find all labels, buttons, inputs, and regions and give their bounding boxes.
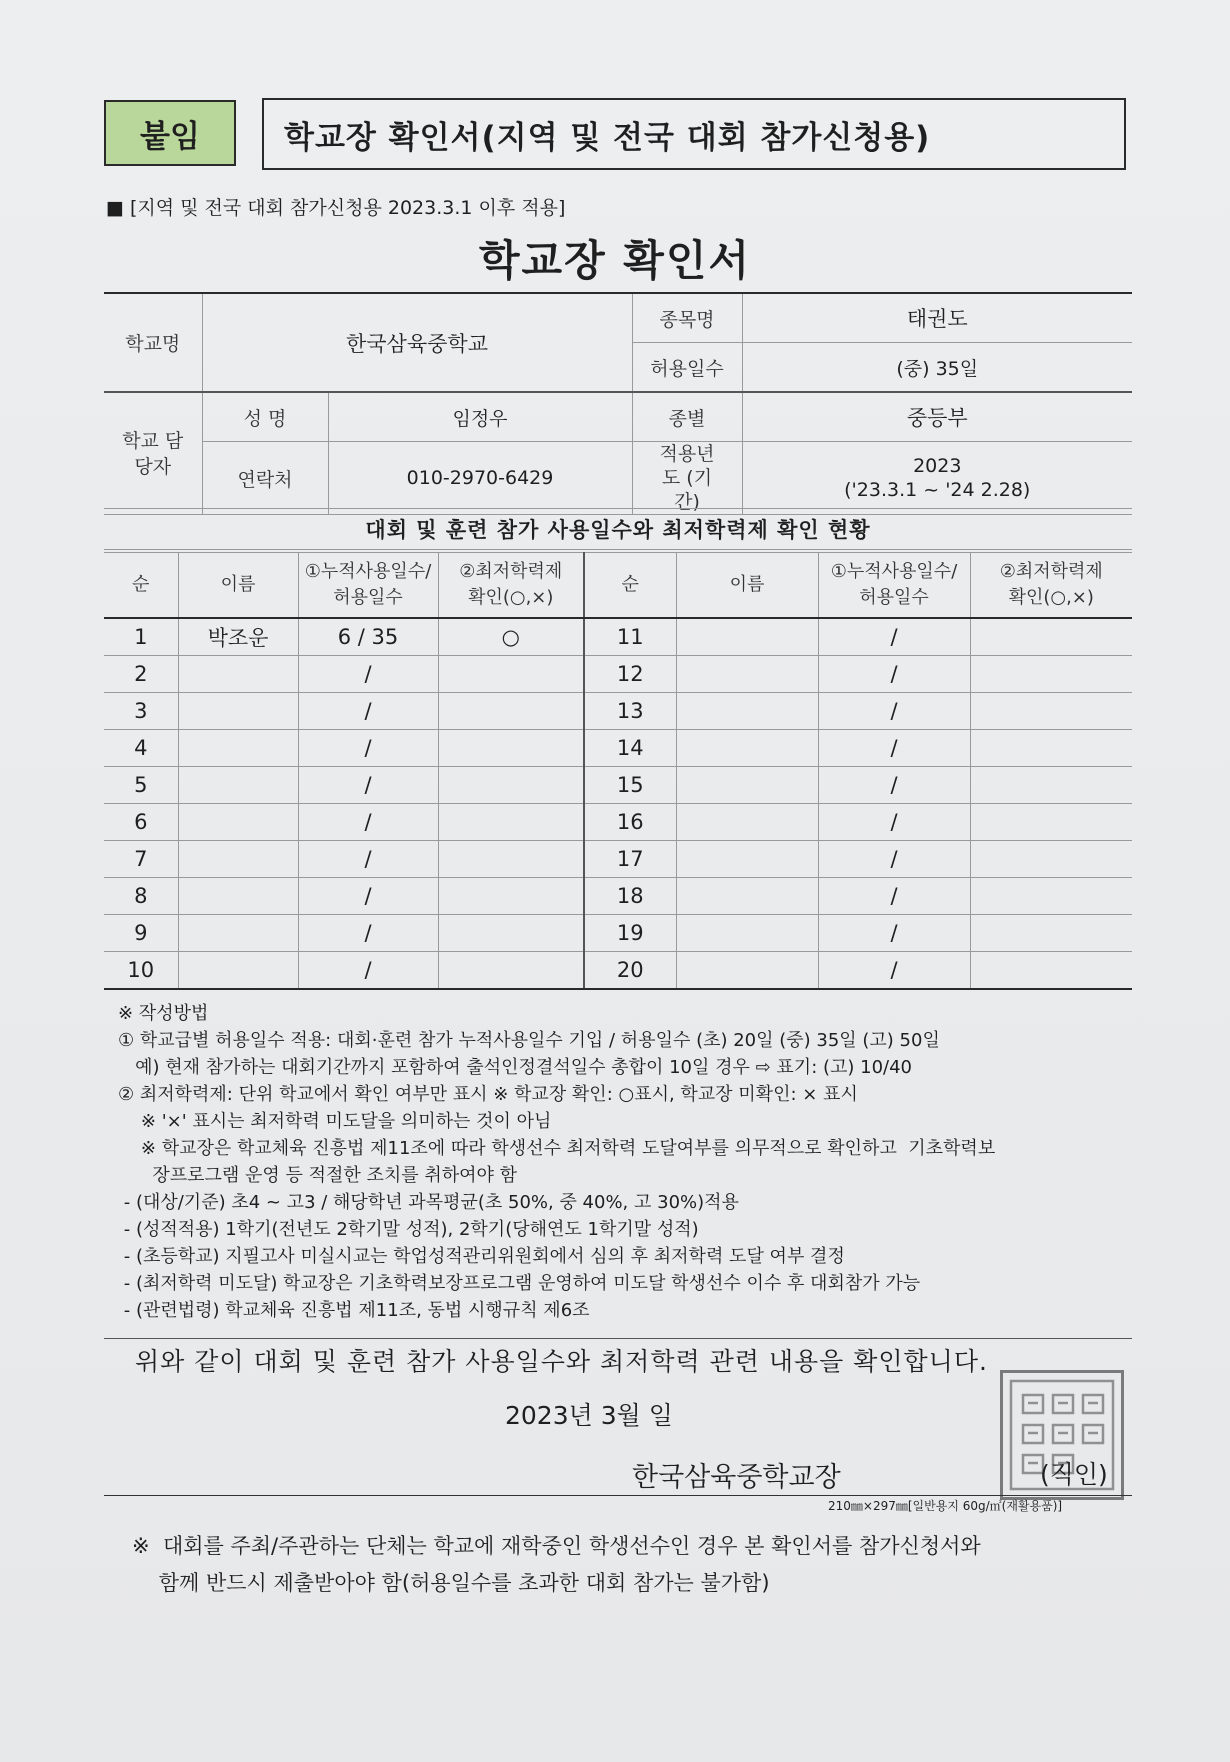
- instruction-line: ① 학교급별 허용일수 적용: 대회·훈련 참가 누적사용일수 기입 / 허용일수 (초) 20일 (중) 35일 (고) 50일: [118, 1030, 940, 1051]
- row-cell-no: 6: [104, 804, 178, 841]
- row-cell-name: 박조운: [178, 618, 298, 656]
- row-cell-no: 8: [104, 878, 178, 915]
- row-cell-no2: 18: [584, 878, 676, 915]
- confirm-statement: 위와 같이 대회 및 훈련 참가 사용일수와 최저학력 관련 내용을 확인합니다.: [135, 1347, 988, 1376]
- staff-label: 학교 담당자: [104, 392, 202, 515]
- row-cell-check2: [970, 730, 1132, 767]
- row-cell-no: 3: [104, 693, 178, 730]
- row-cell-days: /: [298, 952, 438, 990]
- table-row: [104, 656, 1132, 693]
- row-cell-name: [178, 804, 298, 841]
- row-cell-days2: /: [818, 878, 970, 915]
- table-row: [104, 841, 1132, 878]
- footer-line-1: ※ 대회를 주최/주관하는 단체는 학교에 재학중인 학생선수인 경우 본 확인서를 참가신청서와: [132, 1534, 981, 1558]
- col-days: ①누적사용일수/ 허용일수: [298, 553, 438, 619]
- stamp-label: (직인): [1040, 1460, 1108, 1489]
- row-cell-no: 1: [104, 618, 178, 656]
- usage-table: [104, 552, 1132, 990]
- row-cell-check: [438, 804, 584, 841]
- table-row: [104, 767, 1132, 804]
- principal-name: 한국삼육중학교장: [632, 1462, 841, 1493]
- confirm-divider: [104, 1338, 1132, 1339]
- row-cell-days: 6 / 35: [298, 618, 438, 656]
- table-row: [104, 693, 1132, 730]
- row-cell-check2: [970, 878, 1132, 915]
- table-row: [104, 618, 1132, 656]
- row-cell-name2: [676, 730, 818, 767]
- row-cell-name2: [676, 915, 818, 952]
- row-cell-no: 5: [104, 767, 178, 804]
- row-cell-no: 10: [104, 952, 178, 990]
- form-applicability-note: ■ [지역 및 전국 대회 참가신청용 2023.3.1 이후 적용]: [106, 197, 566, 219]
- instruction-line: - (최저학력 미도달) 학교장은 기초학력보장프로그램 운영하여 미도달 학생선수 이수 후 대회참가 가능: [118, 1273, 921, 1294]
- row-cell-no2: 20: [584, 952, 676, 990]
- row-cell-check: ○: [438, 618, 584, 656]
- row-cell-name2: [676, 618, 818, 656]
- row-cell-no2: 15: [584, 767, 676, 804]
- year-cell: [742, 442, 1132, 515]
- col-days-right: ①누적사용일수/ 허용일수: [818, 553, 970, 619]
- row-cell-days: /: [298, 656, 438, 693]
- row-cell-check2: [970, 656, 1132, 693]
- year-label: 적용년도 (기간): [632, 442, 742, 515]
- row-cell-name2: [676, 878, 818, 915]
- row-cell-name2: [676, 767, 818, 804]
- division-value: 중등부: [742, 392, 1132, 442]
- staff-name-value: 임정우: [328, 392, 632, 442]
- row-cell-name: [178, 693, 298, 730]
- header-title: 학교장 확인서(지역 및 전국 대회 참가신청용): [262, 98, 1126, 170]
- instruction-line: 예) 현재 참가하는 대회기간까지 포함하여 출석인정결석일수 총합이 10일 경우 ⇨ 표기: (고) 10/40: [118, 1057, 913, 1078]
- row-cell-no: 9: [104, 915, 178, 952]
- allowed-days-value: (중) 35일: [742, 343, 1132, 393]
- attachment-label: 붙임: [104, 100, 236, 166]
- division-label: 종별: [632, 392, 742, 442]
- row-cell-days: /: [298, 841, 438, 878]
- row-cell-days2: /: [818, 952, 970, 990]
- col-min: ②최저학력제 확인(○,×): [438, 553, 584, 619]
- row-cell-check: [438, 656, 584, 693]
- row-cell-days: /: [298, 767, 438, 804]
- col-name: 이름: [178, 553, 298, 619]
- row-cell-no2: 17: [584, 841, 676, 878]
- school-info-table: [104, 292, 1132, 515]
- row-cell-check: [438, 915, 584, 952]
- instruction-line: ※ 학교장은 학교체육 진흥법 제11조에 따라 학생선수 최저학력 도달여부를 의무적으로 확인하고 기초학력보: [118, 1138, 996, 1159]
- col-min-right: ②최저학력제 확인(○,×): [970, 553, 1132, 619]
- footer-line-2: 함께 반드시 제출받아야 함(허용일수를 초과한 대회 참가는 불가함): [132, 1571, 770, 1595]
- footer-note: [132, 1528, 981, 1602]
- row-cell-days2: /: [818, 915, 970, 952]
- staff-name-label: 성 명: [202, 392, 328, 442]
- row-cell-check2: [970, 767, 1132, 804]
- row-cell-days2: /: [818, 804, 970, 841]
- event-value: 태권도: [742, 293, 1132, 343]
- row-cell-name: [178, 841, 298, 878]
- row-cell-check: [438, 878, 584, 915]
- row-cell-check2: [970, 952, 1132, 990]
- row-cell-name: [178, 878, 298, 915]
- row-cell-no: 7: [104, 841, 178, 878]
- row-cell-name2: [676, 656, 818, 693]
- row-cell-name2: [676, 693, 818, 730]
- date-line: 2023년 3월 일: [505, 1401, 673, 1430]
- col-no: 순: [104, 553, 178, 619]
- instruction-line: ※ 작성방법: [118, 1003, 209, 1024]
- row-cell-name2: [676, 952, 818, 990]
- table-row: [104, 730, 1132, 767]
- row-cell-days: /: [298, 915, 438, 952]
- row-cell-days: /: [298, 878, 438, 915]
- instruction-line: 장프로그램 운영 등 적절한 조치를 취하여야 함: [118, 1165, 518, 1186]
- row-cell-name2: [676, 804, 818, 841]
- row-cell-no2: 11: [584, 618, 676, 656]
- col-name-right: 이름: [676, 553, 818, 619]
- row-cell-name2: [676, 841, 818, 878]
- table-row: [104, 952, 1132, 990]
- section-title: 대회 및 훈련 참가 사용일수와 최저학력제 확인 현황: [104, 508, 1132, 550]
- row-cell-check2: [970, 841, 1132, 878]
- row-cell-check: [438, 767, 584, 804]
- bottom-divider: [104, 1495, 1132, 1496]
- row-cell-days2: /: [818, 618, 970, 656]
- school-name-label: 학교명: [104, 293, 202, 392]
- row-cell-name: [178, 656, 298, 693]
- row-cell-no2: 14: [584, 730, 676, 767]
- row-cell-days2: /: [818, 693, 970, 730]
- row-cell-days: /: [298, 693, 438, 730]
- row-cell-check: [438, 841, 584, 878]
- instructions: [118, 1000, 1128, 1324]
- row-cell-no: 4: [104, 730, 178, 767]
- row-cell-name: [178, 767, 298, 804]
- instruction-line: ※ '×' 표시는 최저학력 미도달을 의미하는 것이 아님: [118, 1111, 552, 1132]
- instruction-line: - (초등학교) 지필고사 미실시교는 학업성적관리위원회에서 심의 후 최저학력 도달 여부 결정: [118, 1246, 845, 1267]
- row-cell-check2: [970, 915, 1132, 952]
- year-period: ('23.3.1 ~ '24 2.28): [844, 479, 1031, 501]
- row-cell-name: [178, 952, 298, 990]
- col-no-right: 순: [584, 553, 676, 619]
- row-cell-check2: [970, 693, 1132, 730]
- row-cell-days2: /: [818, 767, 970, 804]
- row-cell-days2: /: [818, 656, 970, 693]
- row-cell-check: [438, 952, 584, 990]
- row-cell-no2: 13: [584, 693, 676, 730]
- row-cell-days: /: [298, 804, 438, 841]
- event-label: 종목명: [632, 293, 742, 343]
- instruction-line: - (대상/기준) 초4 ~ 고3 / 해당학년 과목평균(초 50%, 중 40%, 고 30%)적용: [118, 1192, 739, 1213]
- table-row: [104, 878, 1132, 915]
- row-cell-days2: /: [818, 730, 970, 767]
- row-cell-name: [178, 730, 298, 767]
- contact-value: 010-2970-6429: [328, 442, 632, 515]
- row-cell-check2: [970, 804, 1132, 841]
- school-name-value: 한국삼육중학교: [202, 293, 632, 392]
- paper-spec: 210㎜×297㎜[일반용지 60g/㎡(재활용품)]: [828, 1499, 1063, 1513]
- instruction-line: - (관련법령) 학교체육 진흥법 제11조, 동법 시행규칙 제6조: [118, 1300, 590, 1321]
- row-cell-days2: /: [818, 841, 970, 878]
- row-cell-check2: [970, 618, 1132, 656]
- row-cell-no2: 12: [584, 656, 676, 693]
- instruction-line: ② 최저학력제: 단위 학교에서 확인 여부만 표시 ※ 학교장 확인: ○표시, 학교장 미확인: × 표시: [118, 1084, 858, 1105]
- instruction-line: - (성적적용) 1학기(전년도 2학기말 성적), 2학기(당해연도 1학기말 성적): [118, 1219, 699, 1240]
- row-cell-name: [178, 915, 298, 952]
- row-cell-check: [438, 693, 584, 730]
- table-row: [104, 804, 1132, 841]
- allowed-days-label: 허용일수: [632, 343, 742, 393]
- row-cell-days: /: [298, 730, 438, 767]
- row-cell-check: [438, 730, 584, 767]
- row-cell-no2: 19: [584, 915, 676, 952]
- page-title: 학교장 확인서: [478, 236, 752, 285]
- row-cell-no: 2: [104, 656, 178, 693]
- table-row: [104, 915, 1132, 952]
- contact-label: 연락처: [202, 442, 328, 515]
- year-value: 2023: [913, 455, 962, 477]
- row-cell-no2: 16: [584, 804, 676, 841]
